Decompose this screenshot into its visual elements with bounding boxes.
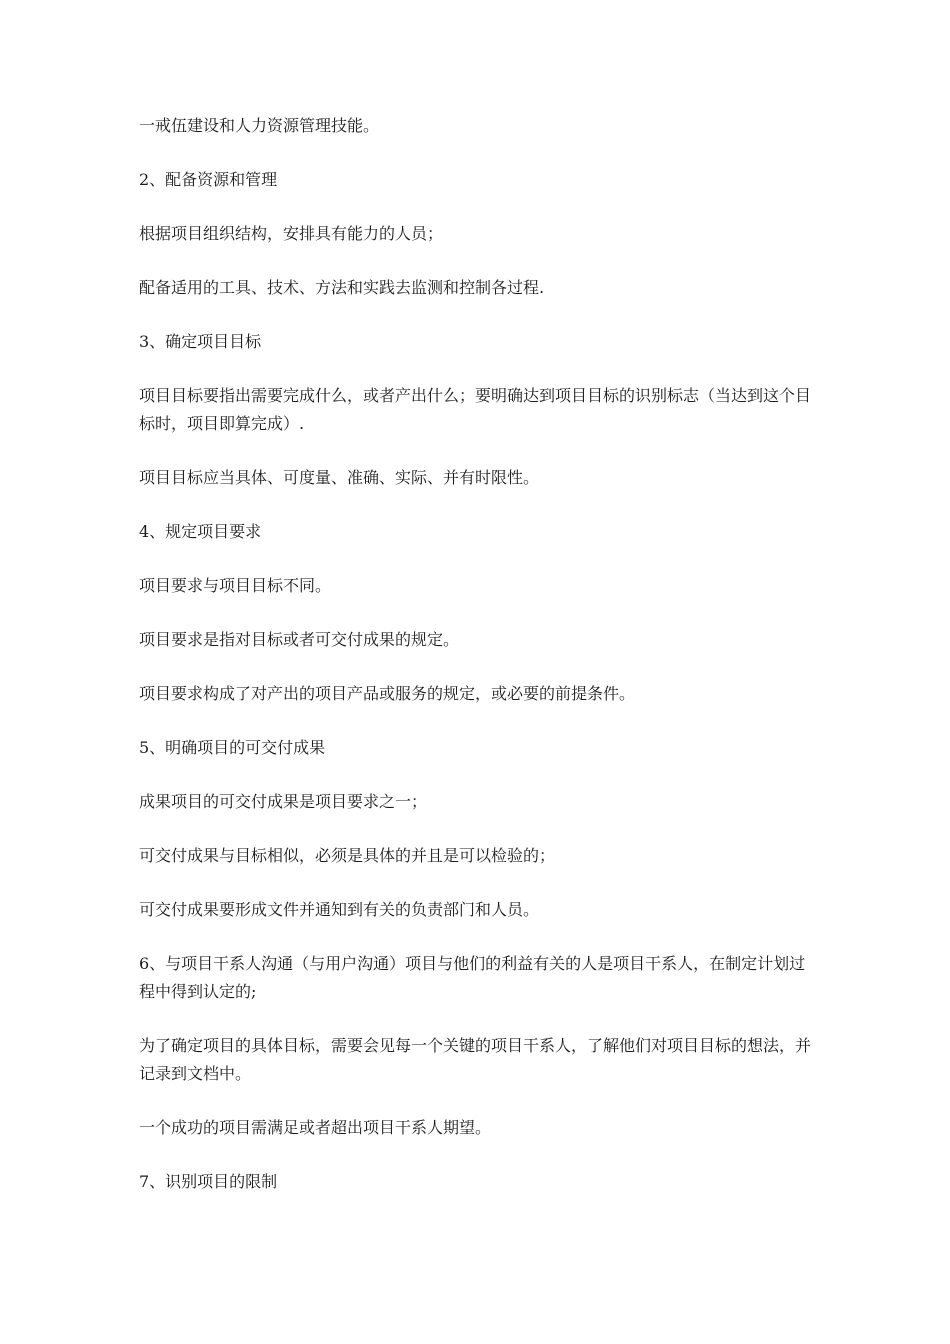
section-heading: 2、配备资源和管理 [139,170,278,189]
document-body [139,112,819,1196]
paragraph: 成果项目的可交付成果是项目要求之一； [139,792,428,811]
paragraph: 项目目标应当具体、可度量、准确、实际、并有时限性。 [139,468,540,487]
paragraph: 项目要求与项目目标不同。 [139,576,332,595]
paragraph: 配备适用的工具、技术、方法和实践去监测和控制各过程. [139,278,545,297]
paragraph: 根据项目组织结构，安排具有能力的人员； [139,224,444,243]
paragraph: 一个成功的项目需满足或者超出项目干系人期望。 [139,1118,492,1137]
paragraph: 项目目标要指出需要完成什么，或者产出什么；要明确达到项目目标的识别标志（当达到这个目标时，项目即算完成）. [139,386,812,433]
paragraph: 可交付成果与目标相似，必须是具体的并且是可以检验的； [139,846,556,865]
section-heading: 6、与项目干系人沟通（与用户沟通）项目与他们的利益有关的人是项目干系人，在制定计划过程中得到认定的; [139,954,806,1001]
section-heading: 7、识别项目的限制 [139,1172,278,1191]
section-heading: 5、明确项目的可交付成果 [139,738,326,757]
paragraph: 一戒伍建设和人力资源管理技能。 [139,116,380,135]
paragraph: 为了确定项目的具体目标，需要会见每一个关键的项目干系人，了解他们对项目目标的想法，并记录到文档中。 [139,1036,812,1083]
paragraph: 项目要求构成了对产出的项目产品或服务的规定，或必要的前提条件。 [139,684,636,703]
paragraph: 项目要求是指对目标或者可交付成果的规定。 [139,630,460,649]
paragraph: 可交付成果要形成文件并通知到有关的负责部门和人员。 [139,900,540,919]
section-heading: 3、确定项目目标 [139,332,262,351]
section-heading: 4、规定项目要求 [139,522,262,541]
